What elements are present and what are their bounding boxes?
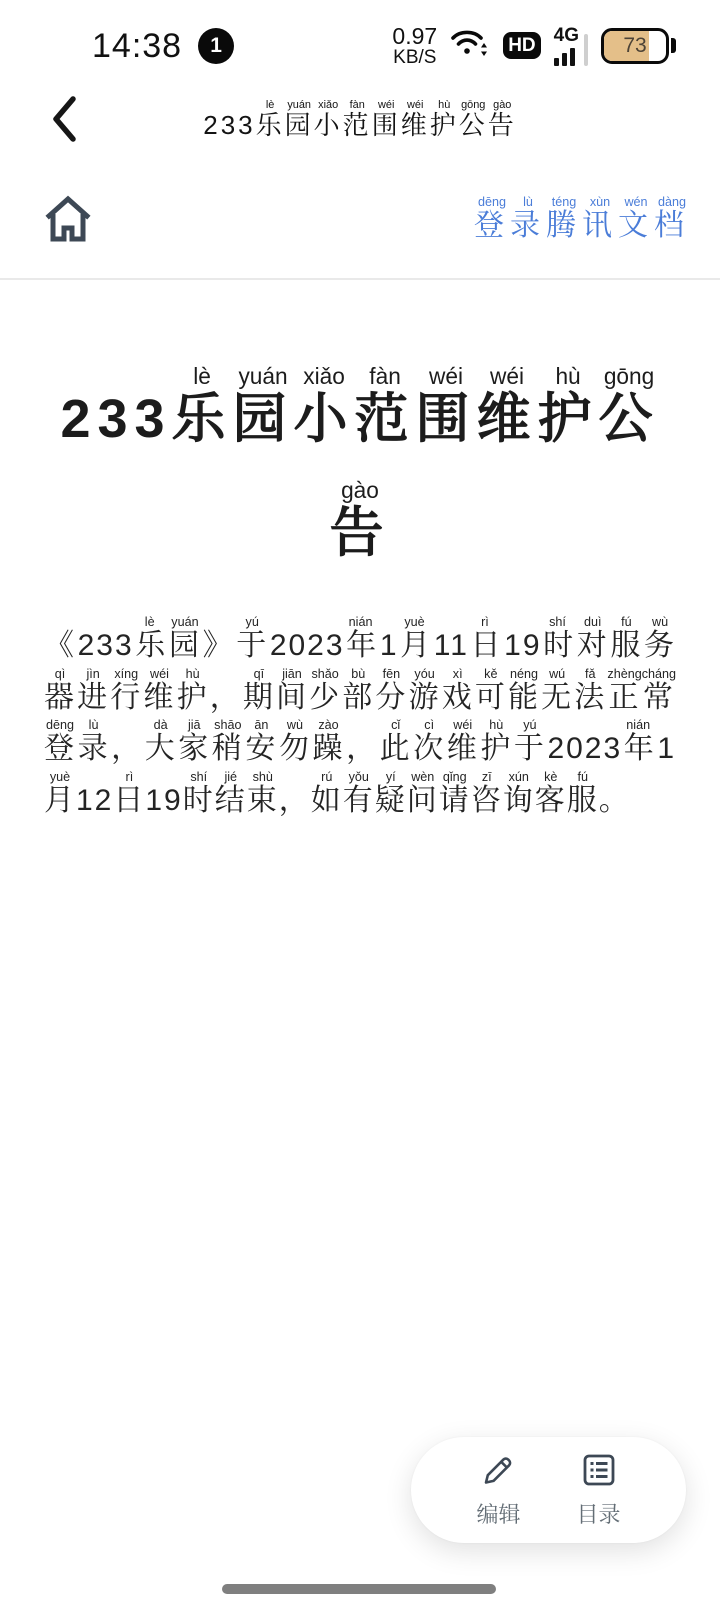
hd-volte-icon: HD [503, 32, 540, 59]
chevron-left-icon [49, 94, 79, 147]
document-content [0, 280, 720, 827]
document-heading-line2: 告gào [329, 477, 391, 564]
network-type-label: 4G [553, 24, 579, 46]
network-speed-value: 0.97 [392, 22, 438, 49]
wifi-icon [450, 26, 490, 65]
clock: 14:38 [92, 26, 183, 65]
edit-button-label: 编辑 [476, 1501, 521, 1527]
home-icon [41, 192, 95, 249]
cellular-signal-icon [554, 26, 588, 66]
edit-button[interactable] [476, 1452, 520, 1529]
back-button[interactable] [44, 92, 84, 148]
login-tencent-docs-link[interactable]: 登dēng录lù腾téng讯xùn文wén档dàng [474, 195, 690, 242]
battery-percent: 73 [623, 33, 647, 57]
toolbar [0, 162, 720, 278]
document-body-paragraph: 《233乐lè园yuán》于yú2023年nián1月yuè11日rì19时shí对duì服fú务wù器qì进jìn行xíng维wéi护hù，期qī间jiān少shǎo部bù分fēn游yóu戏xì可kě能néng无wú法fǎ正zhèng常cháng登dēng录lù，大dà家jiā稍shāo安ān勿wù躁zào，此cǐ次cì维wéi护hù于yú2023年nián1月yuè12日rì19时shí结jié束shù，如rú有yǒu疑yí问wèn请qǐng咨zī询xún客kè服fú。 [44, 615, 677, 817]
floating-action-bar [411, 1437, 686, 1543]
list-outline-icon [581, 1452, 617, 1491]
home-button[interactable] [40, 192, 96, 248]
toc-button-label: 目录 [576, 1501, 621, 1527]
document-heading-line1: 233乐lè园yuán小xiǎo范fàn围wéi维wéi护hù公gōng [60, 363, 660, 449]
network-speed-unit: KB/S [393, 47, 437, 69]
nav-bar [0, 78, 720, 162]
sim2-signal-icon [584, 34, 588, 66]
document-heading [44, 363, 676, 564]
battery-icon [601, 28, 676, 64]
page-title: 233乐lè园yuán小xiǎo范fàn围wéi维wéi护hù公gōng告gào [203, 98, 517, 140]
signal-bars-icon [554, 47, 575, 66]
pencil-icon [480, 1452, 516, 1491]
status-bar [0, 0, 720, 78]
network-speed [392, 22, 438, 69]
battery-nub [671, 38, 676, 53]
home-indicator-bar[interactable] [222, 1584, 496, 1594]
table-of-contents-button[interactable] [577, 1452, 621, 1529]
notification-count-badge: 1 [198, 28, 234, 64]
